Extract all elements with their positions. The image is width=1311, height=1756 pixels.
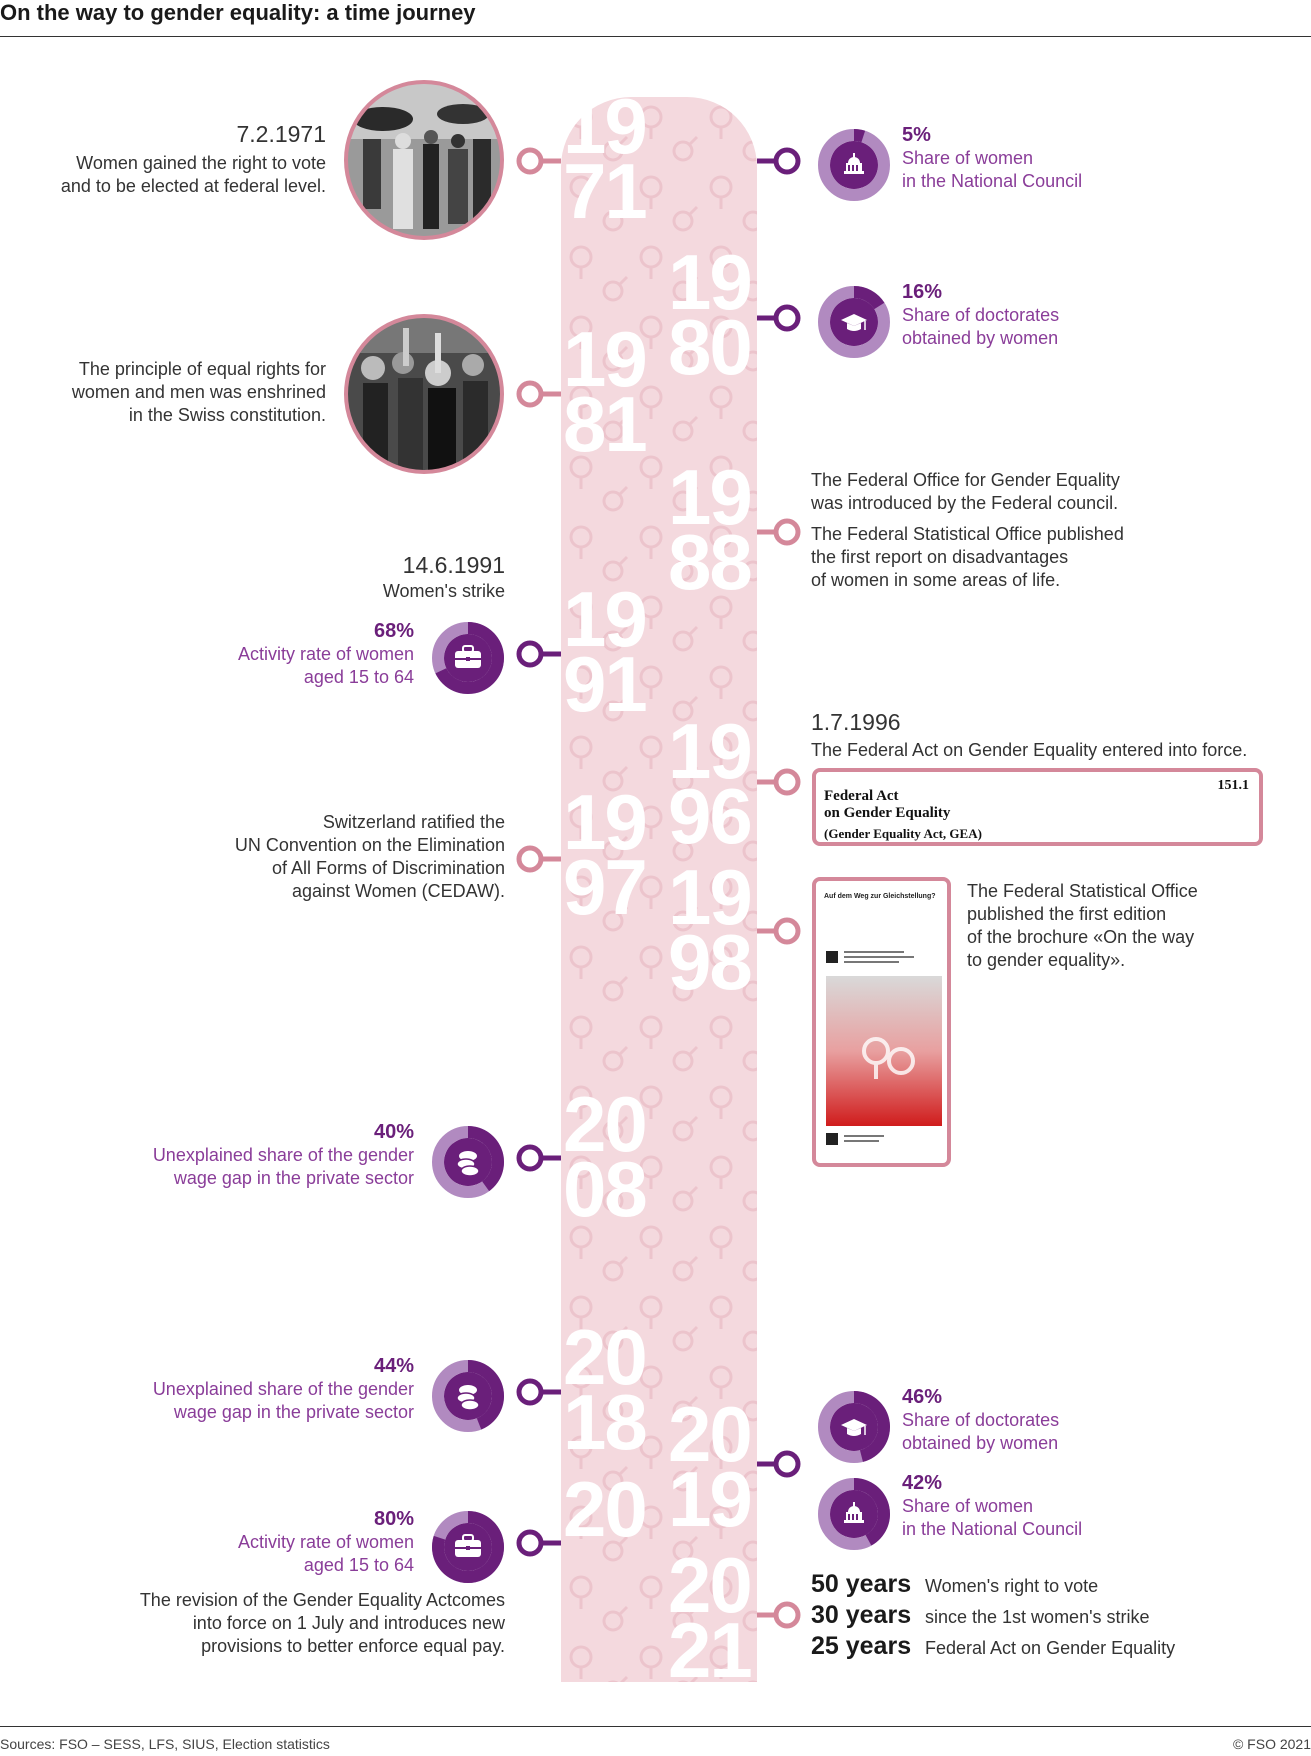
date-1996: 1.7.1996 xyxy=(811,709,901,735)
page-title: On the way to gender equality: a time journey xyxy=(0,0,476,25)
stat-2019-council: 42% Share of women in the National Council xyxy=(902,1472,1083,1539)
year-2019: 20 19 xyxy=(668,1390,751,1543)
year-1988: 19 88 xyxy=(668,453,751,606)
year-2018: 20 18 xyxy=(563,1313,646,1466)
event-1997-text: Switzerland ratified the UN Convention on the Elimination of All Forms of Discrimination against Women (CEDAW). xyxy=(234,812,505,901)
donut-chart xyxy=(424,1503,512,1591)
year-1981: 19 81 xyxy=(563,315,646,468)
stat-1971: 5% Share of women in the National Council xyxy=(902,124,1083,191)
year-1998: 19 98 xyxy=(668,853,751,1006)
event-1998-text: The Federal Statistical Office published the first edition of the brochure «On the way to gender equality». xyxy=(967,881,1198,970)
donut-chart xyxy=(424,1118,512,1206)
year-1997: 19 97 xyxy=(563,778,646,931)
donut-2020 xyxy=(424,1503,512,1596)
stat-2020: 80% Activity rate of women aged 15 to 64 xyxy=(237,1508,414,1575)
year-2020: 20 xyxy=(563,1465,646,1553)
donut-2018 xyxy=(424,1352,512,1445)
event-2020-text: The revision of the Gender Equality Actcomes into force on 1 July and introduces new provisions to better enforce equal pay. xyxy=(139,1590,505,1656)
brochure-image xyxy=(812,877,951,1167)
donut-chart xyxy=(424,1352,512,1440)
sources-note: Sources: FSO – SESS, LFS, SIUS, Election statistics xyxy=(0,1736,330,1752)
donut-chart xyxy=(810,1383,898,1471)
stat-2019-doctorates: 46% Share of doctorates obtained by women xyxy=(902,1386,1060,1453)
donut-chart xyxy=(810,121,898,209)
federal-act-subtitle: (Gender Equality Act, GEA) xyxy=(824,826,982,841)
event-1996-text: The Federal Act on Gender Equality entered into force. xyxy=(811,740,1248,760)
anniversaries-list xyxy=(811,1570,1175,1663)
event-1988-text-1: The Federal Office for Gender Equality was introduced by the Federal council. xyxy=(811,470,1120,513)
year-2008: 20 08 xyxy=(563,1080,646,1233)
photo-1981 xyxy=(343,313,505,475)
year-2021: 20 21 xyxy=(668,1541,751,1694)
year-1971: 19 71 xyxy=(563,82,646,235)
donut-chart xyxy=(810,1470,898,1558)
donut-2019-doctorates xyxy=(810,1383,898,1476)
stat-2018: 44% Unexplained share of the gender wage gap in the private sector xyxy=(152,1355,414,1422)
event-1981-text: The principle of equal rights for women and men was enshrined in the Swiss constitution. xyxy=(71,359,326,425)
stat-1991: 68% Activity rate of women aged 15 to 64 xyxy=(237,620,414,687)
donut-2008 xyxy=(424,1118,512,1211)
federal-act-title: Federal Act on Gender Equality xyxy=(824,788,951,821)
year-1991: 19 91 xyxy=(563,575,646,728)
donut-chart xyxy=(810,278,898,366)
year-1996: 19 96 xyxy=(668,707,751,860)
copyright: © FSO 2021 xyxy=(1232,1736,1311,1752)
stat-2008: 40% Unexplained share of the gender wage gap in the private sector xyxy=(152,1121,414,1188)
event-1988-text-2: The Federal Statistical Office published the first report on disadvantages of women in some areas of life. xyxy=(811,524,1124,590)
year-1980: 19 80 xyxy=(668,238,751,391)
donut-1991 xyxy=(424,614,512,707)
anniversary-item: 30 years since the 1st women's strike xyxy=(811,1601,1150,1629)
brochure-title: Auf dem Weg zur Gleichstellung? xyxy=(824,893,936,900)
anniversary-item: 50 years Women's right to vote xyxy=(811,1570,1099,1598)
photo-1971 xyxy=(343,79,505,241)
donut-2019-council xyxy=(810,1470,898,1563)
stat-1980: 16% Share of doctorates obtained by women xyxy=(902,281,1060,348)
donut-1971 xyxy=(810,121,898,214)
date-1991: 14.6.1991 xyxy=(402,552,505,578)
footer-rule xyxy=(0,1726,1311,1727)
event-1971-text: Women gained the right to vote and to be elected at federal level. xyxy=(60,153,326,196)
anniversary-item: 25 years Federal Act on Gender Equality xyxy=(811,1632,1176,1660)
donut-chart xyxy=(424,614,512,702)
federal-act-number: 151.1 xyxy=(1217,778,1249,793)
event-1991-label: Women's strike xyxy=(382,581,505,601)
date-1971: 7.2.1971 xyxy=(236,121,326,147)
federal-act-document xyxy=(812,768,1263,846)
donut-1980 xyxy=(810,278,898,371)
